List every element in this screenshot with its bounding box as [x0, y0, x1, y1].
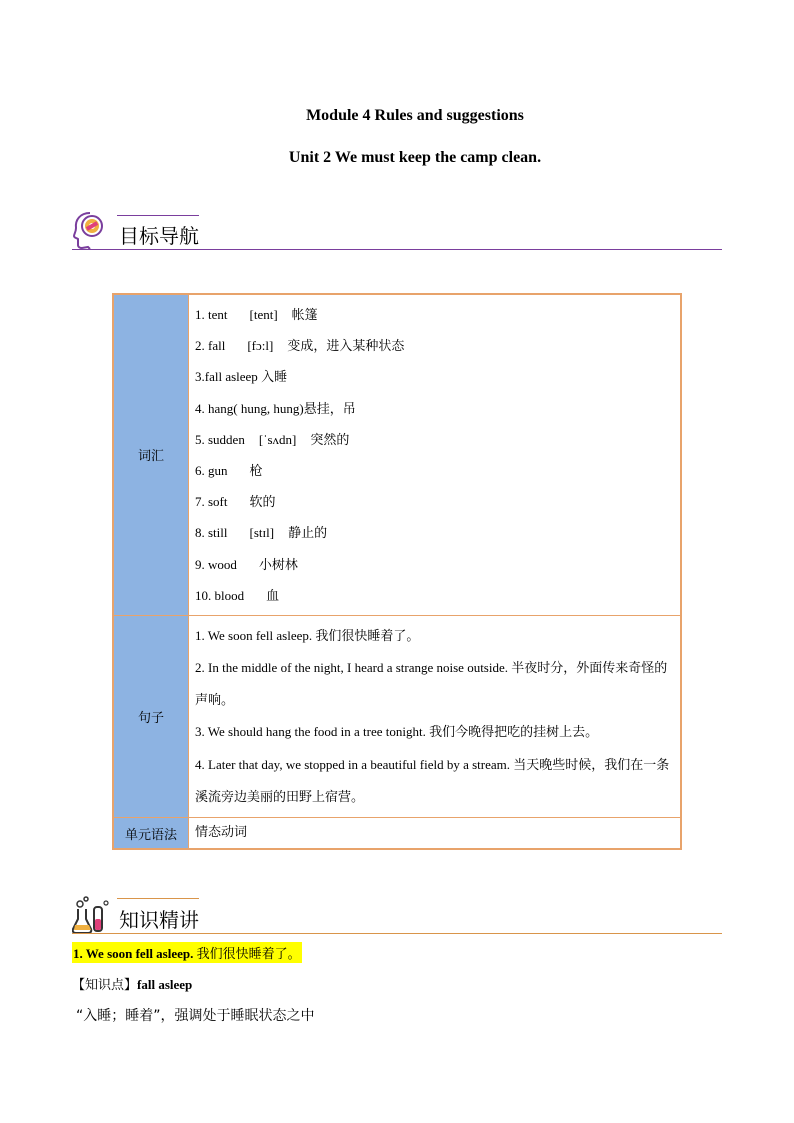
vocab-item: 10. blood 血: [195, 587, 280, 604]
section-overline: [117, 898, 199, 899]
section-overline: [117, 215, 199, 216]
flask-icon: [72, 895, 112, 935]
section-divider: [72, 249, 722, 250]
vocab-item: 3.fall asleep 入睡: [195, 369, 288, 386]
vocab-item: 9. wood 小树林: [195, 556, 298, 573]
vocab-item: 1. tent [tent] 帐篷: [195, 307, 318, 323]
sentence-item: 2. In the middle of the night, I heard a strange noise outside. 半夜时分，外面传来奇怪的声响。: [195, 660, 668, 709]
vocab-list: [189, 294, 682, 615]
vocab-row: [113, 294, 681, 615]
knowledge-point-sentence: 1. We soon fell asleep. 我们很快睡着了。: [72, 942, 302, 963]
vocab-item: 5. sudden [ˈsʌdn] 突然的: [195, 431, 350, 448]
knowledge-point-tag: 【知识点】fall asleep: [72, 977, 193, 993]
vocab-item: 6. gun 枪: [195, 462, 263, 479]
section-knowledge: [72, 895, 722, 937]
grammar-header: 单元语法: [113, 818, 189, 850]
sentence-item: 3. We should hang the food in a tree tonight. 我们今晚得把吃的挂树上去。: [195, 724, 599, 741]
knowledge-explanation: “入睡；睡着”，强调处于睡眠状态之中: [76, 1008, 315, 1024]
sentence-item: 4. Later that day, we stopped in a beautiful field by a stream. 当天晚些时候，我们在一条溪流旁边美丽的田野上宿营。: [195, 756, 670, 805]
section-divider: [72, 933, 722, 934]
module-title: Module 4 Rules and suggestions: [306, 107, 524, 124]
brain-gear-icon: [72, 210, 112, 250]
section-title: 知识精讲: [119, 908, 199, 932]
sentence-item: 1. We soon fell asleep. 我们很快睡着了。: [195, 627, 420, 644]
vocab-item: 8. still [stɪl] 静止的: [195, 525, 328, 542]
vocab-item: 2. fall [fɔ:l] 变成，进入某种状态: [195, 338, 405, 355]
section-target-navigation: [72, 210, 722, 252]
grammar-cell: 情态动词: [189, 818, 682, 850]
section-title: 目标导航: [119, 224, 199, 248]
vocab-item: 7. soft 软的: [195, 494, 276, 511]
sentence-row: [113, 615, 681, 817]
vocab-header: 词汇: [113, 294, 189, 615]
grammar-row: [113, 818, 681, 850]
vocab-item: 4. hang( hung, hung)悬挂，吊: [195, 400, 356, 417]
unit-title: Unit 2 We must keep the camp clean.: [288, 149, 542, 166]
sentence-header: 句子: [113, 615, 189, 817]
sentence-list: [189, 615, 682, 817]
summary-table: [112, 293, 682, 850]
